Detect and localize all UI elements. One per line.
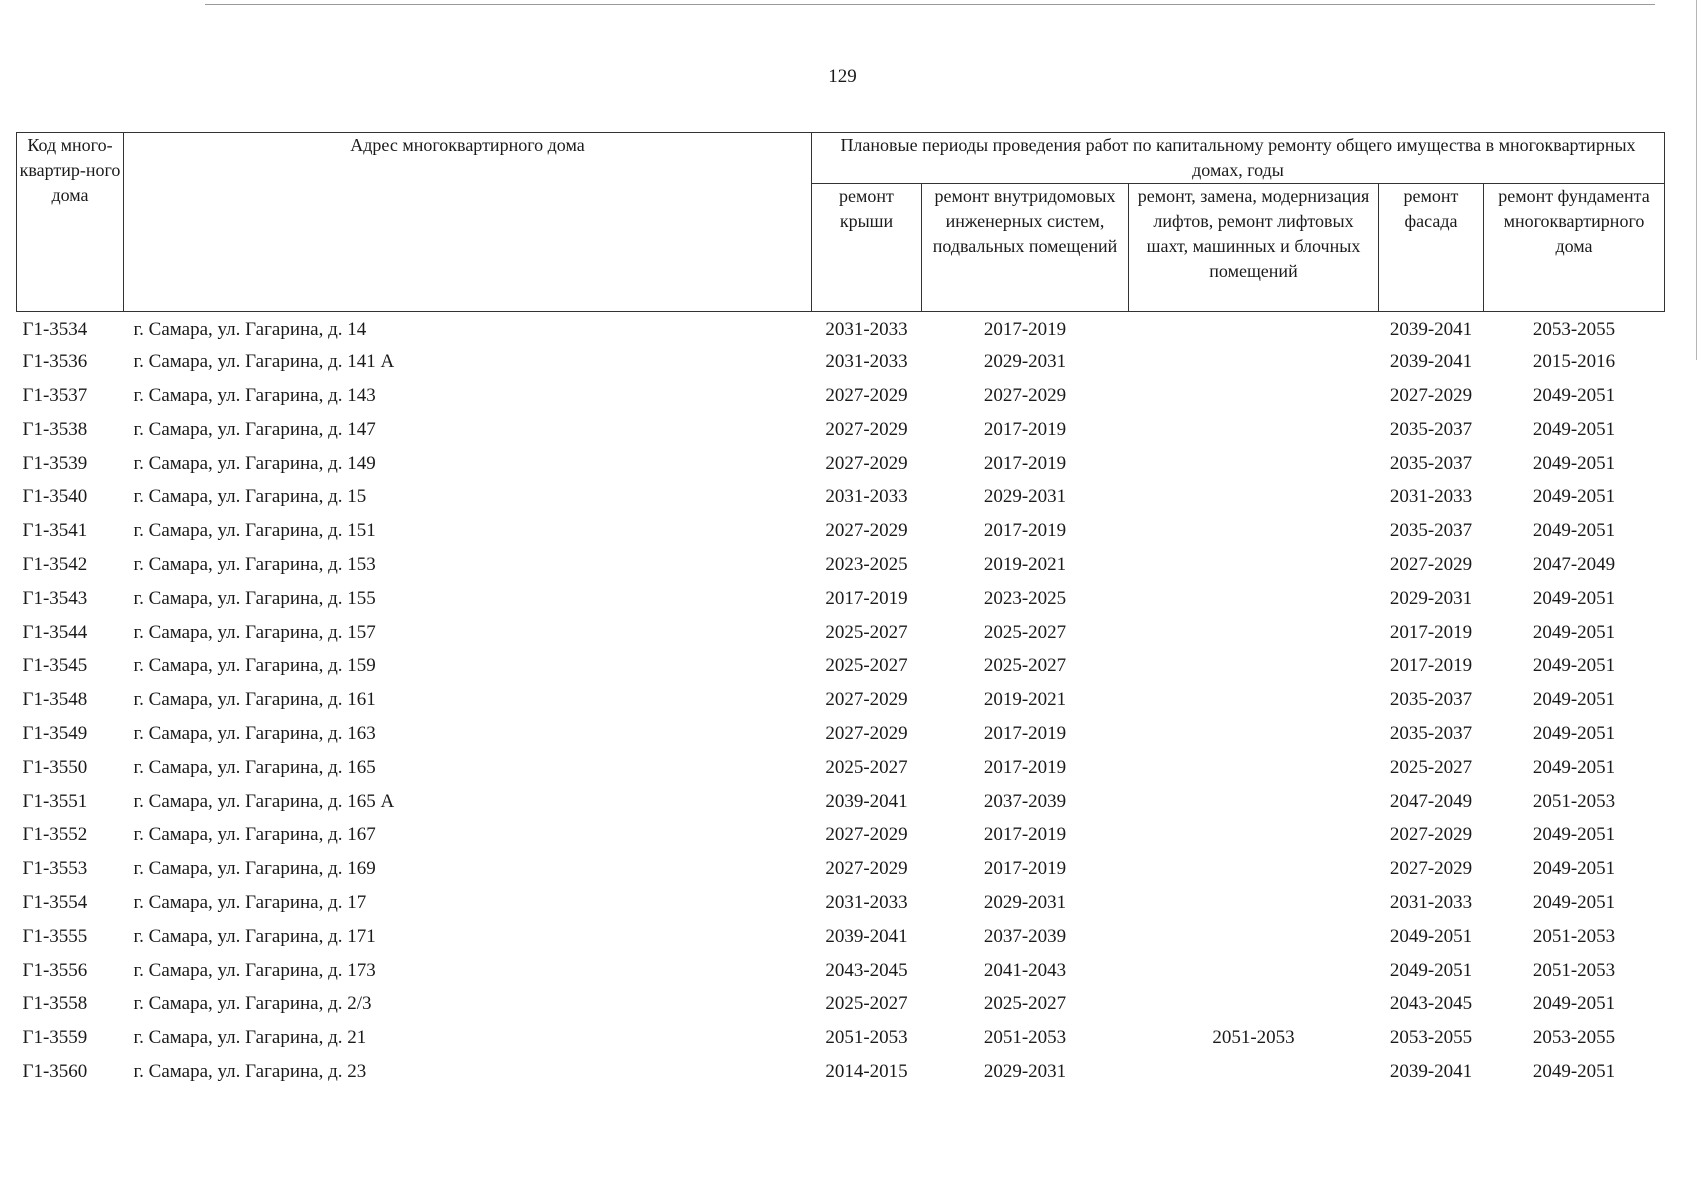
cell-code: Г1-3549 bbox=[22, 722, 88, 744]
cell-foundation: 2049-2051 bbox=[1532, 587, 1616, 609]
table-row bbox=[17, 480, 1665, 514]
table-row bbox=[17, 447, 1665, 481]
cell-address: г. Самара, ул. Гагарина, д. 147 bbox=[133, 418, 376, 440]
cell-engineering: 2023-2025 bbox=[983, 587, 1067, 609]
cell-foundation: 2049-2051 bbox=[1532, 452, 1616, 474]
cell-foundation: 2049-2051 bbox=[1532, 418, 1616, 440]
cell-foundation: 2049-2051 bbox=[1532, 891, 1616, 913]
header-facade: ремонт фасада bbox=[1379, 184, 1484, 312]
cell-facade: 2049-2051 bbox=[1389, 959, 1473, 981]
header-engineering: ремонт внутридомовых инженерных систем, подвальных помещений bbox=[922, 184, 1129, 312]
cell-code: Г1-3550 bbox=[22, 756, 88, 778]
table-row bbox=[17, 1055, 1665, 1089]
scan-right-edge bbox=[1696, 0, 1697, 360]
header-elevators: ремонт, замена, модернизация лифтов, ремонт лифтовых шахт, машинных и блочных помещений bbox=[1129, 184, 1379, 312]
header-code: Код много-квартир-ного дома bbox=[17, 133, 124, 312]
cell-address: г. Самара, ул. Гагарина, д. 155 bbox=[133, 587, 376, 609]
cell-address: г. Самара, ул. Гагарина, д. 149 bbox=[133, 452, 376, 474]
table-row bbox=[17, 818, 1665, 852]
cell-engineering: 2017-2019 bbox=[983, 452, 1067, 474]
cell-address: г. Самара, ул. Гагарина, д. 2/3 bbox=[133, 993, 372, 1015]
cell-engineering: 2029-2031 bbox=[983, 891, 1067, 913]
cell-roof: 2027-2029 bbox=[825, 452, 908, 474]
cell-facade: 2047-2049 bbox=[1389, 790, 1473, 812]
cell-roof: 2039-2041 bbox=[825, 925, 908, 947]
cell-engineering: 2037-2039 bbox=[983, 925, 1067, 947]
table-row bbox=[17, 683, 1665, 717]
cell-facade: 2035-2037 bbox=[1389, 722, 1473, 744]
cell-roof: 2043-2045 bbox=[825, 959, 908, 981]
cell-engineering: 2029-2031 bbox=[983, 1060, 1067, 1082]
cell-elevators bbox=[1129, 582, 1379, 616]
cell-facade: 2029-2031 bbox=[1389, 587, 1473, 609]
cell-address: г. Самара, ул. Гагарина, д. 167 bbox=[133, 824, 376, 846]
cell-address: г. Самара, ул. Гагарина, д. 15 bbox=[133, 486, 367, 508]
cell-foundation: 2049-2051 bbox=[1532, 824, 1616, 846]
cell-address: г. Самара, ул. Гагарина, д. 14 bbox=[133, 318, 367, 340]
cell-roof: 2025-2027 bbox=[825, 756, 908, 778]
cell-facade: 2053-2055 bbox=[1389, 1027, 1473, 1049]
cell-code: Г1-3552 bbox=[22, 824, 88, 846]
cell-code: Г1-3554 bbox=[22, 891, 88, 913]
cell-facade: 2035-2037 bbox=[1389, 520, 1473, 542]
header-roof: ремонт крыши bbox=[812, 184, 922, 312]
cell-engineering: 2027-2029 bbox=[983, 384, 1067, 406]
cell-address: г. Самара, ул. Гагарина, д. 169 bbox=[133, 858, 376, 880]
cell-address: г. Самара, ул. Гагарина, д. 21 bbox=[133, 1027, 367, 1049]
table-row bbox=[17, 886, 1665, 920]
table-row bbox=[17, 717, 1665, 751]
cell-facade: 2027-2029 bbox=[1389, 553, 1473, 575]
cell-facade: 2031-2033 bbox=[1389, 891, 1473, 913]
cell-elevators bbox=[1129, 717, 1379, 751]
cell-roof: 2031-2033 bbox=[825, 318, 908, 340]
cell-address: г. Самара, ул. Гагарина, д. 165 bbox=[133, 756, 376, 778]
cell-elevators bbox=[1129, 616, 1379, 650]
page-number: 129 bbox=[828, 66, 857, 87]
cell-elevators bbox=[1129, 379, 1379, 413]
table-row bbox=[17, 379, 1665, 413]
cell-facade: 2035-2037 bbox=[1389, 689, 1473, 711]
cell-elevators bbox=[1129, 548, 1379, 582]
cell-roof: 2027-2029 bbox=[825, 689, 908, 711]
cell-code: Г1-3553 bbox=[22, 858, 88, 880]
cell-facade: 2027-2029 bbox=[1389, 384, 1473, 406]
cell-elevators bbox=[1129, 751, 1379, 785]
cell-code: Г1-3536 bbox=[22, 351, 88, 373]
cell-roof: 2027-2029 bbox=[825, 418, 908, 440]
table-row bbox=[17, 852, 1665, 886]
cell-engineering: 2017-2019 bbox=[983, 756, 1067, 778]
cell-facade: 2017-2019 bbox=[1389, 655, 1473, 677]
cell-elevators: 2051-2053 bbox=[1212, 1027, 1295, 1049]
cell-code: Г1-3548 bbox=[22, 689, 88, 711]
cell-address: г. Самара, ул. Гагарина, д. 143 bbox=[133, 384, 376, 406]
table-row bbox=[17, 548, 1665, 582]
cell-elevators bbox=[1129, 514, 1379, 548]
cell-code: Г1-3551 bbox=[22, 790, 88, 812]
table-row bbox=[17, 312, 1665, 346]
cell-roof: 2023-2025 bbox=[825, 553, 908, 575]
cell-address: г. Самара, ул. Гагарина, д. 173 bbox=[133, 959, 376, 981]
cell-roof: 2027-2029 bbox=[825, 520, 908, 542]
cell-roof: 2031-2033 bbox=[825, 351, 908, 373]
cell-code: Г1-3539 bbox=[22, 452, 88, 474]
cell-code: Г1-3560 bbox=[22, 1060, 88, 1082]
cell-foundation: 2049-2051 bbox=[1532, 993, 1616, 1015]
cell-foundation: 2049-2051 bbox=[1532, 621, 1616, 643]
cell-engineering: 2017-2019 bbox=[983, 858, 1067, 880]
cell-engineering: 2029-2031 bbox=[983, 486, 1067, 508]
cell-code: Г1-3542 bbox=[22, 553, 88, 575]
cell-address: г. Самара, ул. Гагарина, д. 23 bbox=[133, 1060, 367, 1082]
cell-engineering: 2017-2019 bbox=[983, 318, 1067, 340]
cell-foundation: 2047-2049 bbox=[1532, 553, 1616, 575]
cell-roof: 2017-2019 bbox=[825, 587, 908, 609]
cell-address: г. Самара, ул. Гагарина, д. 153 bbox=[133, 553, 376, 575]
cell-facade: 2025-2027 bbox=[1389, 756, 1473, 778]
cell-facade: 2027-2029 bbox=[1389, 824, 1473, 846]
cell-elevators bbox=[1129, 683, 1379, 717]
table-row bbox=[17, 751, 1665, 785]
cell-foundation: 2049-2051 bbox=[1532, 858, 1616, 880]
cell-address: г. Самара, ул. Гагарина, д. 171 bbox=[133, 925, 376, 947]
table-header bbox=[17, 133, 1665, 312]
cell-foundation: 2049-2051 bbox=[1532, 655, 1616, 677]
cell-elevators bbox=[1129, 345, 1379, 379]
table-row bbox=[17, 1021, 1665, 1055]
cell-engineering: 2037-2039 bbox=[983, 790, 1067, 812]
cell-address: г. Самара, ул. Гагарина, д. 141 А bbox=[133, 351, 395, 373]
table-body bbox=[17, 312, 1665, 1089]
cell-elevators bbox=[1129, 413, 1379, 447]
cell-code: Г1-3540 bbox=[22, 486, 88, 508]
cell-code: Г1-3556 bbox=[22, 959, 88, 981]
cell-code: Г1-3559 bbox=[22, 1027, 88, 1049]
cell-engineering: 2025-2027 bbox=[983, 655, 1067, 677]
cell-elevators bbox=[1129, 312, 1379, 346]
cell-roof: 2014-2015 bbox=[825, 1060, 908, 1082]
cell-elevators bbox=[1129, 818, 1379, 852]
cell-roof: 2025-2027 bbox=[825, 993, 908, 1015]
cell-foundation: 2051-2053 bbox=[1532, 959, 1616, 981]
cell-foundation: 2015-2016 bbox=[1532, 351, 1616, 373]
cell-code: Г1-3545 bbox=[22, 655, 88, 677]
cell-roof: 2025-2027 bbox=[825, 655, 908, 677]
cell-code: Г1-3534 bbox=[22, 318, 88, 340]
cell-elevators bbox=[1129, 785, 1379, 819]
cell-facade: 2049-2051 bbox=[1389, 925, 1473, 947]
cell-elevators bbox=[1129, 987, 1379, 1021]
cell-engineering: 2019-2021 bbox=[983, 553, 1067, 575]
cell-foundation: 2051-2053 bbox=[1532, 790, 1616, 812]
cell-foundation: 2049-2051 bbox=[1532, 1060, 1616, 1082]
cell-facade: 2035-2037 bbox=[1389, 418, 1473, 440]
cell-code: Г1-3537 bbox=[22, 384, 88, 406]
cell-address: г. Самара, ул. Гагарина, д. 151 bbox=[133, 520, 376, 542]
cell-facade: 2039-2041 bbox=[1389, 351, 1473, 373]
cell-foundation: 2053-2055 bbox=[1532, 1027, 1616, 1049]
cell-facade: 2043-2045 bbox=[1389, 993, 1473, 1015]
scan-edge-line bbox=[205, 4, 1655, 5]
cell-engineering: 2017-2019 bbox=[983, 824, 1067, 846]
cell-foundation: 2049-2051 bbox=[1532, 384, 1616, 406]
cell-elevators bbox=[1129, 447, 1379, 481]
cell-engineering: 2017-2019 bbox=[983, 418, 1067, 440]
cell-engineering: 2017-2019 bbox=[983, 722, 1067, 744]
cell-address: г. Самара, ул. Гагарина, д. 161 bbox=[133, 689, 376, 711]
cell-elevators bbox=[1129, 852, 1379, 886]
capital-repair-table bbox=[16, 132, 1665, 1089]
cell-foundation: 2049-2051 bbox=[1532, 756, 1616, 778]
table-row bbox=[17, 920, 1665, 954]
cell-engineering: 2051-2053 bbox=[983, 1027, 1067, 1049]
cell-code: Г1-3544 bbox=[22, 621, 88, 643]
cell-engineering: 2029-2031 bbox=[983, 351, 1067, 373]
cell-foundation: 2049-2051 bbox=[1532, 722, 1616, 744]
cell-code: Г1-3558 bbox=[22, 993, 88, 1015]
cell-facade: 2035-2037 bbox=[1389, 452, 1473, 474]
table-row bbox=[17, 413, 1665, 447]
cell-facade: 2039-2041 bbox=[1389, 318, 1473, 340]
cell-roof: 2039-2041 bbox=[825, 790, 908, 812]
cell-elevators bbox=[1129, 1055, 1379, 1089]
cell-elevators bbox=[1129, 954, 1379, 988]
cell-engineering: 2025-2027 bbox=[983, 993, 1067, 1015]
cell-engineering: 2025-2027 bbox=[983, 621, 1067, 643]
cell-address: г. Самара, ул. Гагарина, д. 159 bbox=[133, 655, 376, 677]
header-foundation: ремонт фундамента многоквартирного дома bbox=[1484, 184, 1665, 312]
table-row bbox=[17, 345, 1665, 379]
cell-address: г. Самара, ул. Гагарина, д. 165 А bbox=[133, 790, 395, 812]
cell-code: Г1-3555 bbox=[22, 925, 88, 947]
cell-foundation: 2049-2051 bbox=[1532, 520, 1616, 542]
cell-foundation: 2049-2051 bbox=[1532, 486, 1616, 508]
table-row bbox=[17, 616, 1665, 650]
cell-roof: 2027-2029 bbox=[825, 858, 908, 880]
table-row bbox=[17, 514, 1665, 548]
cell-address: г. Самара, ул. Гагарина, д. 157 bbox=[133, 621, 376, 643]
header-periods-group: Плановые периоды проведения работ по капитальному ремонту общего имущества в многоквартирных домах, годы bbox=[812, 133, 1665, 184]
cell-address: г. Самара, ул. Гагарина, д. 163 bbox=[133, 722, 376, 744]
cell-facade: 2027-2029 bbox=[1389, 858, 1473, 880]
table-row bbox=[17, 582, 1665, 616]
cell-foundation: 2049-2051 bbox=[1532, 689, 1616, 711]
cell-roof: 2051-2053 bbox=[825, 1027, 908, 1049]
cell-code: Г1-3543 bbox=[22, 587, 88, 609]
cell-roof: 2025-2027 bbox=[825, 621, 908, 643]
cell-roof: 2027-2029 bbox=[825, 384, 908, 406]
cell-elevators bbox=[1129, 649, 1379, 683]
cell-engineering: 2041-2043 bbox=[983, 959, 1067, 981]
cell-foundation: 2053-2055 bbox=[1532, 318, 1616, 340]
header-address: Адрес многоквартирного дома bbox=[124, 133, 812, 312]
table-row bbox=[17, 987, 1665, 1021]
cell-elevators bbox=[1129, 920, 1379, 954]
table-row bbox=[17, 954, 1665, 988]
cell-roof: 2027-2029 bbox=[825, 824, 908, 846]
cell-engineering: 2019-2021 bbox=[983, 689, 1067, 711]
cell-facade: 2017-2019 bbox=[1389, 621, 1473, 643]
cell-elevators bbox=[1129, 480, 1379, 514]
table-row bbox=[17, 785, 1665, 819]
cell-engineering: 2017-2019 bbox=[983, 520, 1067, 542]
cell-roof: 2031-2033 bbox=[825, 891, 908, 913]
cell-elevators bbox=[1129, 886, 1379, 920]
table-row bbox=[17, 649, 1665, 683]
cell-code: Г1-3541 bbox=[22, 520, 88, 542]
cell-roof: 2031-2033 bbox=[825, 486, 908, 508]
cell-address: г. Самара, ул. Гагарина, д. 17 bbox=[133, 891, 367, 913]
cell-facade: 2031-2033 bbox=[1389, 486, 1473, 508]
cell-foundation: 2051-2053 bbox=[1532, 925, 1616, 947]
cell-code: Г1-3538 bbox=[22, 418, 88, 440]
cell-roof: 2027-2029 bbox=[825, 722, 908, 744]
cell-facade: 2039-2041 bbox=[1389, 1060, 1473, 1082]
